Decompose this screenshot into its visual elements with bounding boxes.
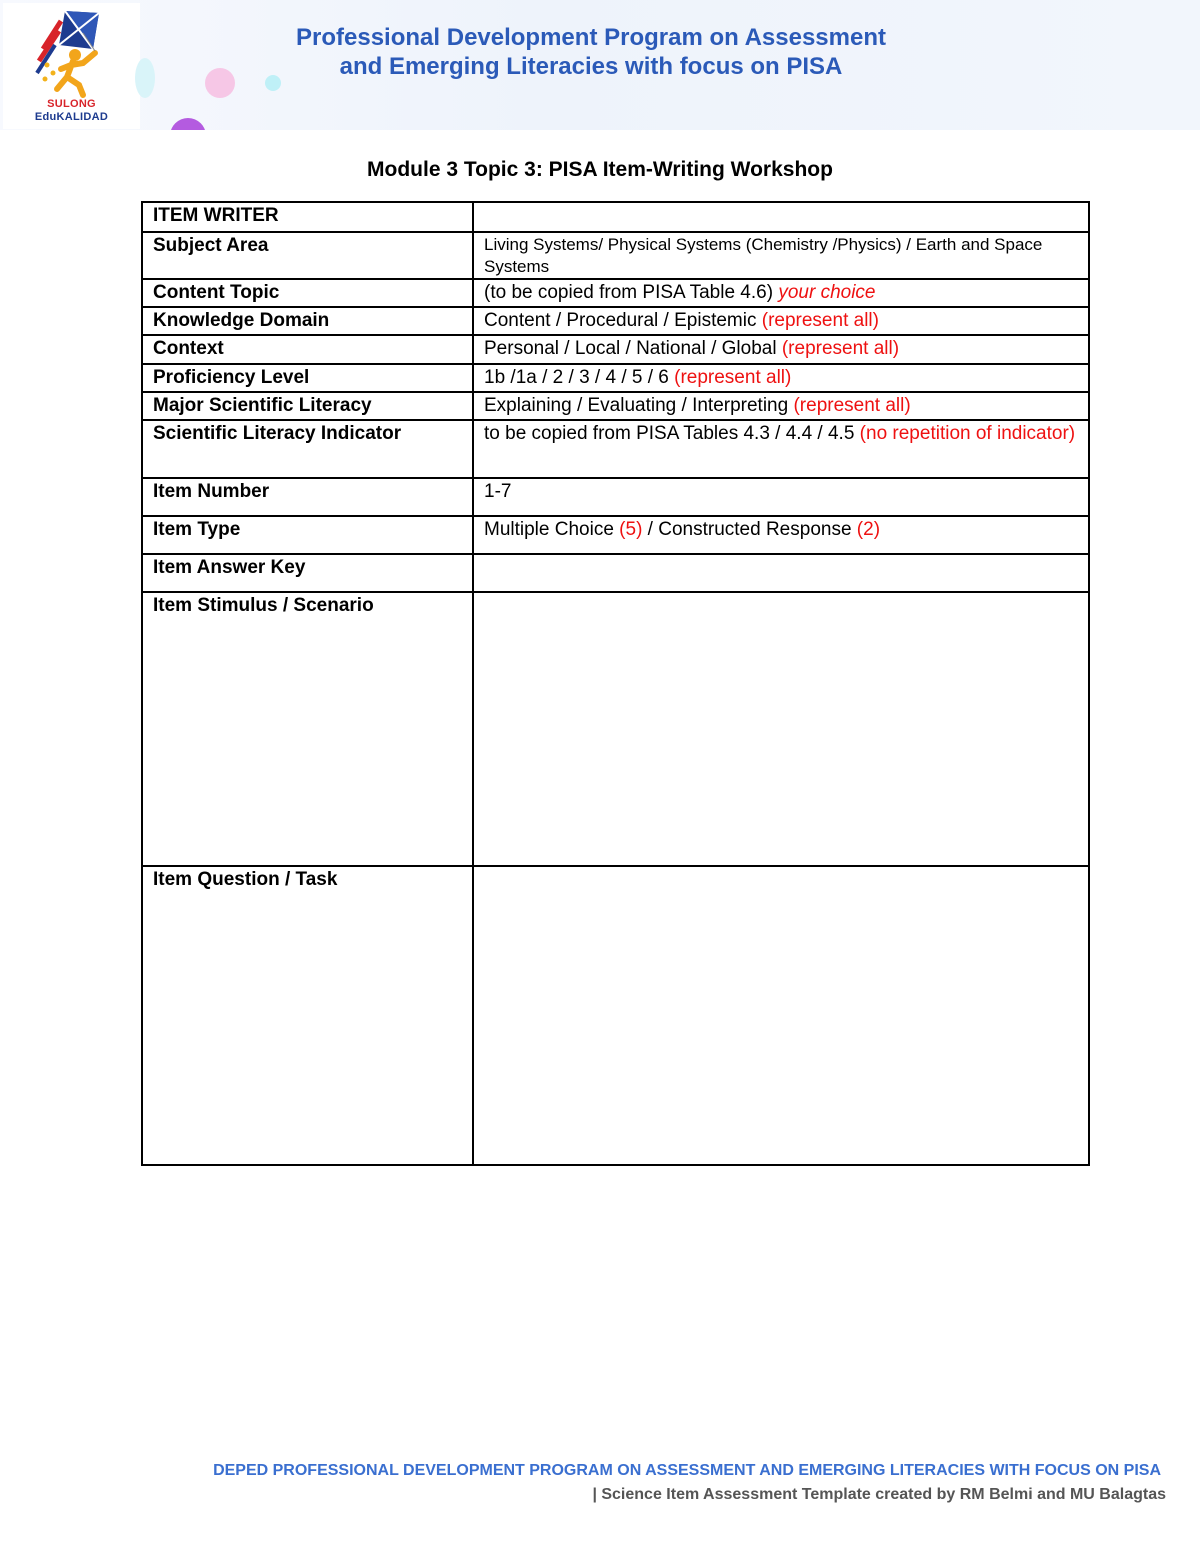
value-text: (to be copied from PISA Table 4.6): [484, 282, 779, 303]
item-type-field[interactable]: [473, 516, 1089, 554]
table-row: [142, 364, 1089, 392]
note-text: (represent all): [761, 310, 879, 331]
banner-title-line1: Professional Development Program on Assessment: [296, 24, 886, 51]
note-text: your choice: [778, 282, 876, 303]
note-text: (represent all): [781, 338, 900, 359]
content-topic-field[interactable]: [473, 279, 1089, 307]
decor-dot: [170, 118, 206, 130]
sulong-edukalidad-logo: [3, 3, 140, 129]
row-label: Proficiency Level: [142, 364, 473, 392]
proficiency-level-field[interactable]: [473, 364, 1089, 392]
decor-dot: [205, 68, 235, 98]
table-row: [142, 516, 1089, 554]
row-label: ITEM WRITER: [142, 202, 473, 232]
note-text: (5): [619, 519, 643, 540]
row-label: Item Question / Task: [142, 866, 473, 1165]
question-field[interactable]: [473, 866, 1089, 1165]
value-text: Explaining / Evaluating / Interpreting: [484, 395, 794, 416]
logo-text-sulong: SULONG: [47, 98, 96, 110]
context-field[interactable]: [473, 335, 1089, 364]
row-label: Content Topic: [142, 279, 473, 307]
table-row: [142, 554, 1089, 592]
table-row: [142, 232, 1089, 279]
value-text: Personal / Local / National / Global: [484, 338, 782, 359]
table-row: [142, 866, 1089, 1165]
subject-area-field[interactable]: Living Systems/ Physical Systems (Chemistry /Physics) / Earth and Space Systems: [473, 232, 1089, 279]
value-text: Multiple Choice: [484, 519, 620, 540]
item-writer-field[interactable]: [473, 202, 1089, 232]
note-text: (represent all): [674, 367, 792, 388]
table-row: [142, 420, 1089, 478]
kite-runner-icon: [3, 3, 140, 99]
row-label: Item Stimulus / Scenario: [142, 592, 473, 866]
item-writing-template-table: [141, 201, 1090, 1166]
stimulus-field[interactable]: [473, 592, 1089, 866]
note-text: (2): [856, 519, 881, 540]
answer-key-field[interactable]: [473, 554, 1089, 592]
row-label: Major Scientific Literacy: [142, 392, 473, 420]
note-text: (represent all): [793, 395, 911, 416]
row-label: Item Number: [142, 478, 473, 516]
item-number-field[interactable]: 1-7: [473, 478, 1089, 516]
logo-text-edukalidad: EduKALIDAD: [34, 111, 109, 123]
table-row: [142, 307, 1089, 335]
value-text: to be copied from PISA Tables 4.3 / 4.4 / 4.5: [484, 423, 860, 444]
footer-credit: | Science Item Assessment Template created by RM Belmi and MU Balagtas: [592, 1486, 1166, 1503]
table-row: [142, 478, 1089, 516]
table-row: [142, 279, 1089, 307]
row-label: Item Type: [142, 516, 473, 554]
footer-program-name: DEPED PROFESSIONAL DEVELOPMENT PROGRAM ON ASSESSMENT AND EMERGING LITERACIES WITH FOCUS ON PISA: [213, 1462, 1161, 1479]
row-label: Item Answer Key: [142, 554, 473, 592]
note-text: (no repetition of indicator): [859, 423, 1076, 444]
value-text: / Constructed Response: [642, 519, 857, 540]
literacy-indicator-field[interactable]: [473, 420, 1089, 478]
table-row: [142, 335, 1089, 364]
header-banner: [0, 0, 1200, 130]
table-row: [142, 392, 1089, 420]
value-text: Content / Procedural / Epistemic: [484, 310, 762, 331]
table-row: [142, 202, 1089, 232]
value-text: 1b /1a / 2 / 3 / 4 / 5 / 6: [484, 367, 675, 388]
row-label: Subject Area: [142, 232, 473, 279]
major-literacy-field[interactable]: [473, 392, 1089, 420]
banner-title-line2: and Emerging Literacies with focus on PISA: [339, 53, 843, 80]
row-label: Scientific Literacy Indicator: [142, 420, 473, 478]
row-label: Knowledge Domain: [142, 307, 473, 335]
knowledge-domain-field[interactable]: [473, 307, 1089, 335]
table-row: [142, 592, 1089, 866]
decor-dot: [135, 58, 155, 98]
page-title: Module 3 Topic 3: PISA Item-Writing Workshop: [367, 158, 833, 181]
banner-title: [236, 23, 946, 81]
row-label: Context: [142, 335, 473, 364]
